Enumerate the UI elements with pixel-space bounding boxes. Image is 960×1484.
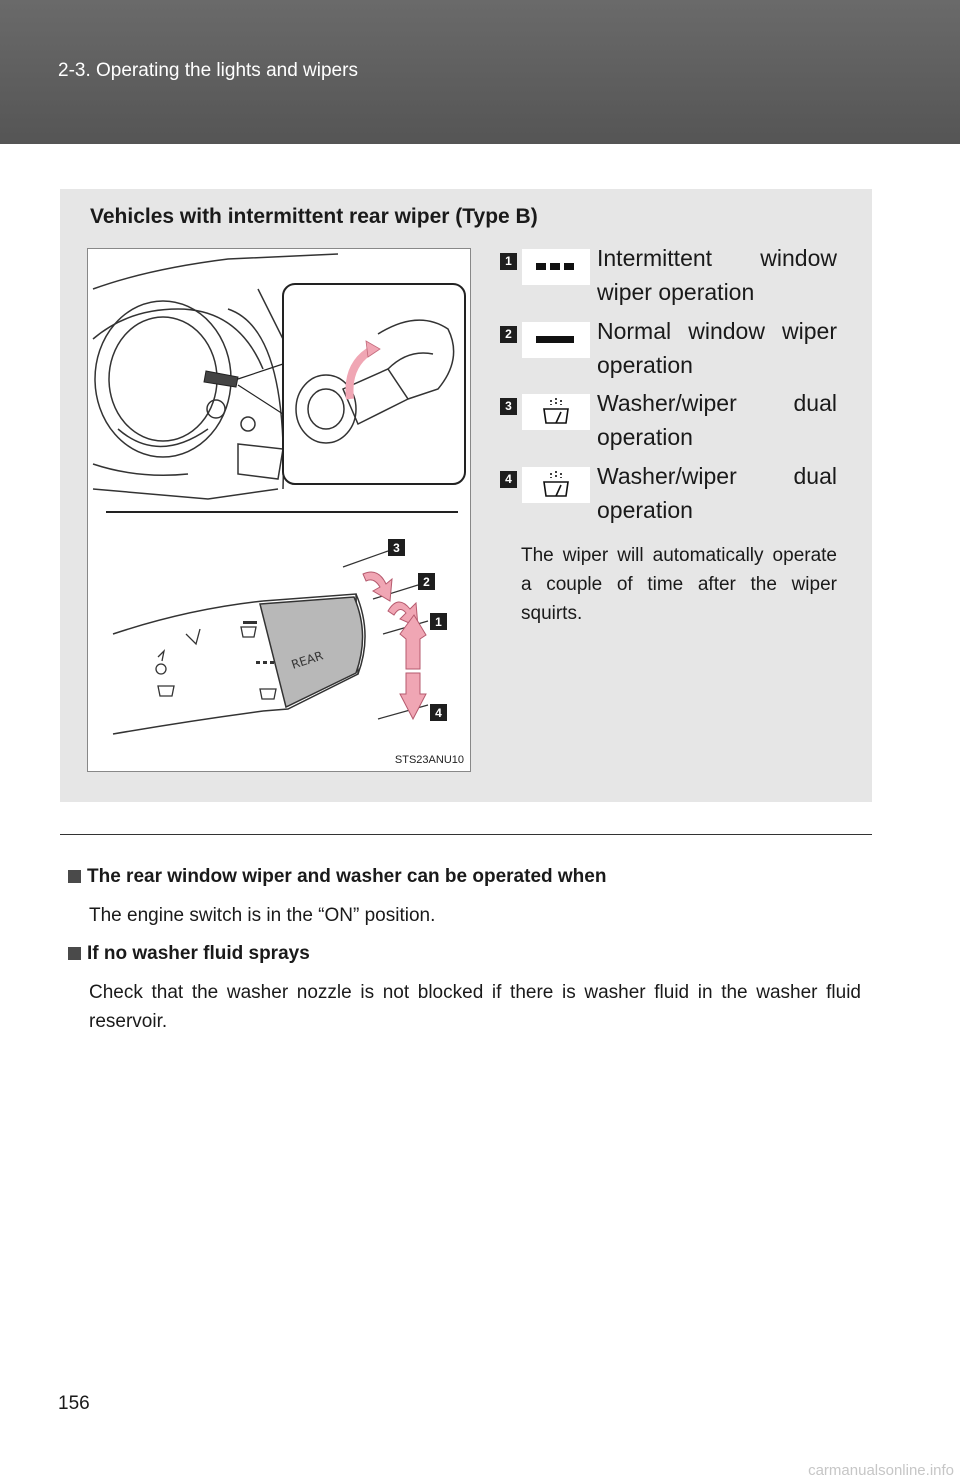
stalk-rear-label: REAR: [289, 648, 325, 672]
item-badge: 1: [500, 253, 517, 270]
figure-id: STS23ANU10: [394, 754, 464, 766]
item-text: Normal window wiper operation: [597, 318, 837, 378]
bullet-square-icon: [68, 870, 81, 883]
intermittent-dashes-icon: [522, 249, 590, 285]
item-text: Washer/wiper dual operation: [597, 463, 837, 523]
bullet-square-icon: [68, 947, 81, 960]
section-body-1: The engine switch is in the “ON” position.: [89, 905, 436, 926]
heading-text: If no washer fluid sprays: [87, 943, 310, 964]
callout-4: 4: [435, 706, 442, 720]
wiper-lever-drawing: [88, 249, 470, 771]
washer-wiper-icon: [522, 467, 590, 503]
item-badge: 4: [500, 471, 517, 488]
section-body-2: Check that the washer nozzle is not blocked if there is washer fluid in the washer fluid reservoir.: [89, 982, 861, 1032]
watermark: carmanualsonline.info: [808, 1462, 954, 1479]
heading-text: The rear window wiper and washer can be operated when: [87, 866, 607, 887]
section-heading-1: [68, 866, 606, 888]
callout-2: 2: [423, 575, 430, 589]
washer-wiper-icon: [522, 394, 590, 430]
page-header: [0, 0, 960, 144]
item-badge: 2: [500, 326, 517, 343]
callout-1: 1: [435, 615, 442, 629]
wiper-note: The wiper will automatically operate a couple of time after the wiper squirts.: [521, 545, 837, 624]
callout-3: 3: [393, 541, 400, 555]
item-badge: 3: [500, 398, 517, 415]
page-number: 156: [58, 1393, 90, 1414]
solid-bar-icon: [522, 322, 590, 358]
panel-title: Vehicles with intermittent rear wiper (Type B): [90, 205, 538, 228]
item-text: Washer/wiper dual operation: [597, 390, 837, 450]
wiper-illustration: [87, 248, 471, 772]
section-title: 2-3. Operating the lights and wipers: [58, 60, 358, 81]
item-text: Intermittent window wiper operation: [597, 245, 837, 305]
section-divider: [60, 834, 872, 835]
section-heading-2: [68, 943, 310, 965]
